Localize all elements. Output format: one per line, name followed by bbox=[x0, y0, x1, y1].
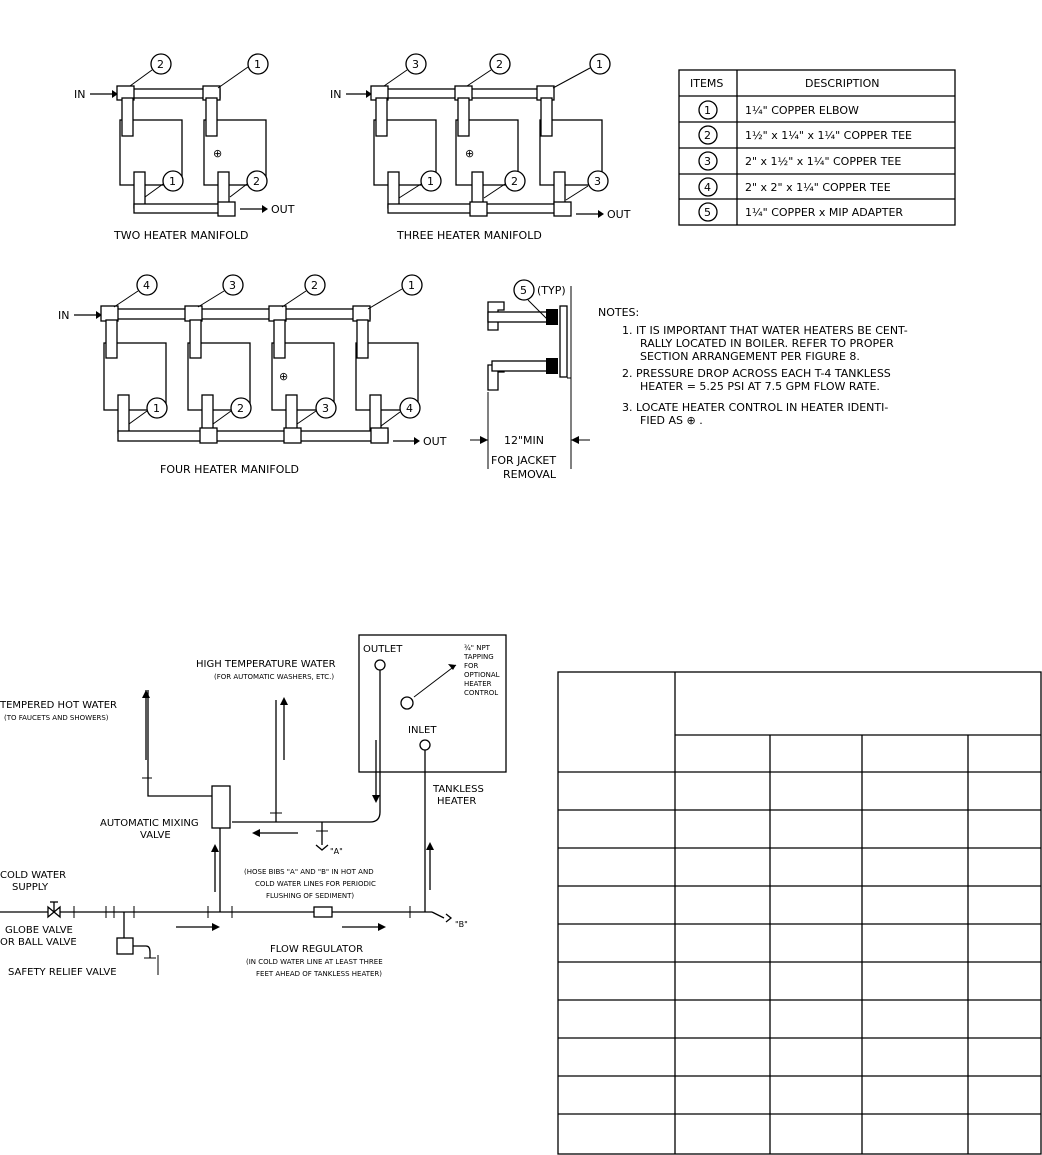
bib-b-label: "B" bbox=[455, 920, 468, 929]
note-line: 1. IT IS IMPORTANT THAT WATER HEATERS BE CENT- bbox=[622, 324, 908, 337]
out-label: OUT bbox=[271, 203, 295, 216]
note-line: SECTION ARRANGEMENT PER FIGURE 8. bbox=[640, 350, 860, 363]
item-description: 2" x 1½" x 1¼" COPPER TEE bbox=[745, 155, 902, 168]
blank-table bbox=[558, 672, 1041, 1154]
hose-bibs-note: (HOSE BIBS "A" AND "B" IN HOT AND bbox=[244, 868, 374, 876]
flow-regulator-sub: (IN COLD WATER LINE AT LEAST THREE bbox=[246, 958, 383, 966]
item-number: 1 bbox=[704, 104, 711, 117]
typ-label: (TYP) bbox=[537, 284, 566, 297]
flow-regulator-sub: FEET AHEAD OF TANKLESS HEATER) bbox=[256, 970, 383, 978]
bib-a-label: "A" bbox=[330, 847, 343, 856]
item-description: 2" x 2" x 1¼" COPPER TEE bbox=[745, 181, 891, 194]
item-description: 1½" x 1¼" x 1¼" COPPER TEE bbox=[745, 129, 912, 142]
callout: 1 bbox=[169, 175, 176, 188]
side-view-jacket-removal bbox=[470, 280, 590, 481]
globe-valve-label: OR BALL VALVE bbox=[0, 937, 77, 948]
description-header: DESCRIPTION bbox=[805, 77, 880, 90]
note-line: RALLY LOCATED IN BOILER. REFER TO PROPER bbox=[640, 337, 894, 350]
callout: 3 bbox=[412, 58, 419, 71]
cold-supply-label: COLD WATER bbox=[0, 870, 67, 881]
item-number: 4 bbox=[704, 181, 711, 194]
piping-diagram bbox=[0, 635, 506, 978]
callout: 3 bbox=[594, 175, 601, 188]
four-heater-manifold bbox=[58, 275, 447, 476]
inlet-label: INLET bbox=[408, 725, 437, 736]
item-number: 3 bbox=[704, 155, 711, 168]
manifold-title: TWO HEATER MANIFOLD bbox=[114, 229, 249, 242]
callout: 1 bbox=[408, 279, 415, 292]
item-number: 2 bbox=[704, 129, 711, 142]
callout: 2 bbox=[253, 175, 260, 188]
npt-line: TAPPING bbox=[464, 653, 494, 661]
notes bbox=[598, 306, 908, 427]
jacket-caption-1: FOR JACKET bbox=[491, 454, 557, 467]
items-table bbox=[679, 70, 955, 225]
hose-bibs-note: COLD WATER LINES FOR PERIODIC bbox=[255, 880, 376, 888]
npt-line: OPTIONAL bbox=[464, 671, 500, 679]
callout: 1 bbox=[153, 402, 160, 415]
hose-bibs-note: FLUSHING OF SEDIMENT) bbox=[266, 892, 355, 900]
item-description: 1¼" COPPER ELBOW bbox=[745, 104, 859, 117]
npt-line: ¾" NPT bbox=[464, 644, 490, 652]
jacket-caption-2: REMOVAL bbox=[503, 468, 557, 481]
item-description: 1¼" COPPER x MIP ADAPTER bbox=[745, 206, 904, 219]
control-symbol-icon: ⊕ bbox=[279, 370, 289, 383]
three-heater-manifold bbox=[330, 54, 631, 242]
manifold-title: FOUR HEATER MANIFOLD bbox=[160, 463, 299, 476]
globe-valve-label: GLOBE VALVE bbox=[5, 925, 73, 936]
npt-line: HEATER bbox=[464, 680, 492, 688]
notes-heading: NOTES: bbox=[598, 306, 640, 319]
npt-line: FOR bbox=[464, 662, 479, 670]
flow-regulator-label: FLOW REGULATOR bbox=[270, 944, 364, 955]
items-header: ITEMS bbox=[690, 77, 724, 90]
tempered-sub: (TO FAUCETS AND SHOWERS) bbox=[4, 714, 109, 722]
cold-supply-label: SUPPLY bbox=[12, 882, 49, 893]
dimension-label: 12"MIN bbox=[504, 434, 545, 447]
control-symbol-icon: ⊕ bbox=[213, 147, 223, 160]
mixing-label: VALVE bbox=[140, 830, 171, 841]
in-label: IN bbox=[330, 88, 342, 101]
callout: 1 bbox=[427, 175, 434, 188]
item-number: 5 bbox=[704, 206, 711, 219]
high-temp-label: HIGH TEMPERATURE WATER bbox=[196, 659, 336, 670]
high-temp-sub: (FOR AUTOMATIC WASHERS, ETC.) bbox=[214, 673, 335, 681]
tankless-label: HEATER bbox=[437, 796, 477, 807]
mixing-label: AUTOMATIC MIXING bbox=[100, 818, 199, 829]
note-line: HEATER = 5.25 PSI AT 7.5 GPM FLOW RATE. bbox=[640, 380, 880, 393]
note-line: FIED AS ⊕ . bbox=[640, 414, 703, 427]
callout: 2 bbox=[237, 402, 244, 415]
callout: 2 bbox=[311, 279, 318, 292]
callout: 3 bbox=[322, 402, 329, 415]
out-label: OUT bbox=[423, 435, 447, 448]
in-label: IN bbox=[58, 309, 70, 322]
callout: 2 bbox=[511, 175, 518, 188]
callout: 4 bbox=[406, 402, 413, 415]
tankless-label: TANKLESS bbox=[433, 784, 484, 795]
callout: 5 bbox=[520, 284, 527, 297]
outlet-label: OUTLET bbox=[363, 644, 403, 655]
safety-relief-label: SAFETY RELIEF VALVE bbox=[8, 967, 117, 978]
callout: 4 bbox=[143, 279, 150, 292]
control-symbol-icon: ⊕ bbox=[465, 147, 475, 160]
tempered-label: TEMPERED HOT WATER bbox=[0, 700, 118, 711]
callout: 1 bbox=[596, 58, 603, 71]
two-heater-manifold bbox=[74, 54, 295, 242]
callout: 2 bbox=[157, 58, 164, 71]
in-label: IN bbox=[74, 88, 86, 101]
callout: 1 bbox=[254, 58, 261, 71]
npt-line: CONTROL bbox=[464, 689, 499, 697]
note-line: 3. LOCATE HEATER CONTROL IN HEATER IDENTI- bbox=[622, 401, 889, 414]
callout: 3 bbox=[229, 279, 236, 292]
out-label: OUT bbox=[607, 208, 631, 221]
manifold-title: THREE HEATER MANIFOLD bbox=[397, 229, 542, 242]
callout: 2 bbox=[496, 58, 503, 71]
note-line: 2. PRESSURE DROP ACROSS EACH T-4 TANKLESS bbox=[622, 367, 891, 380]
